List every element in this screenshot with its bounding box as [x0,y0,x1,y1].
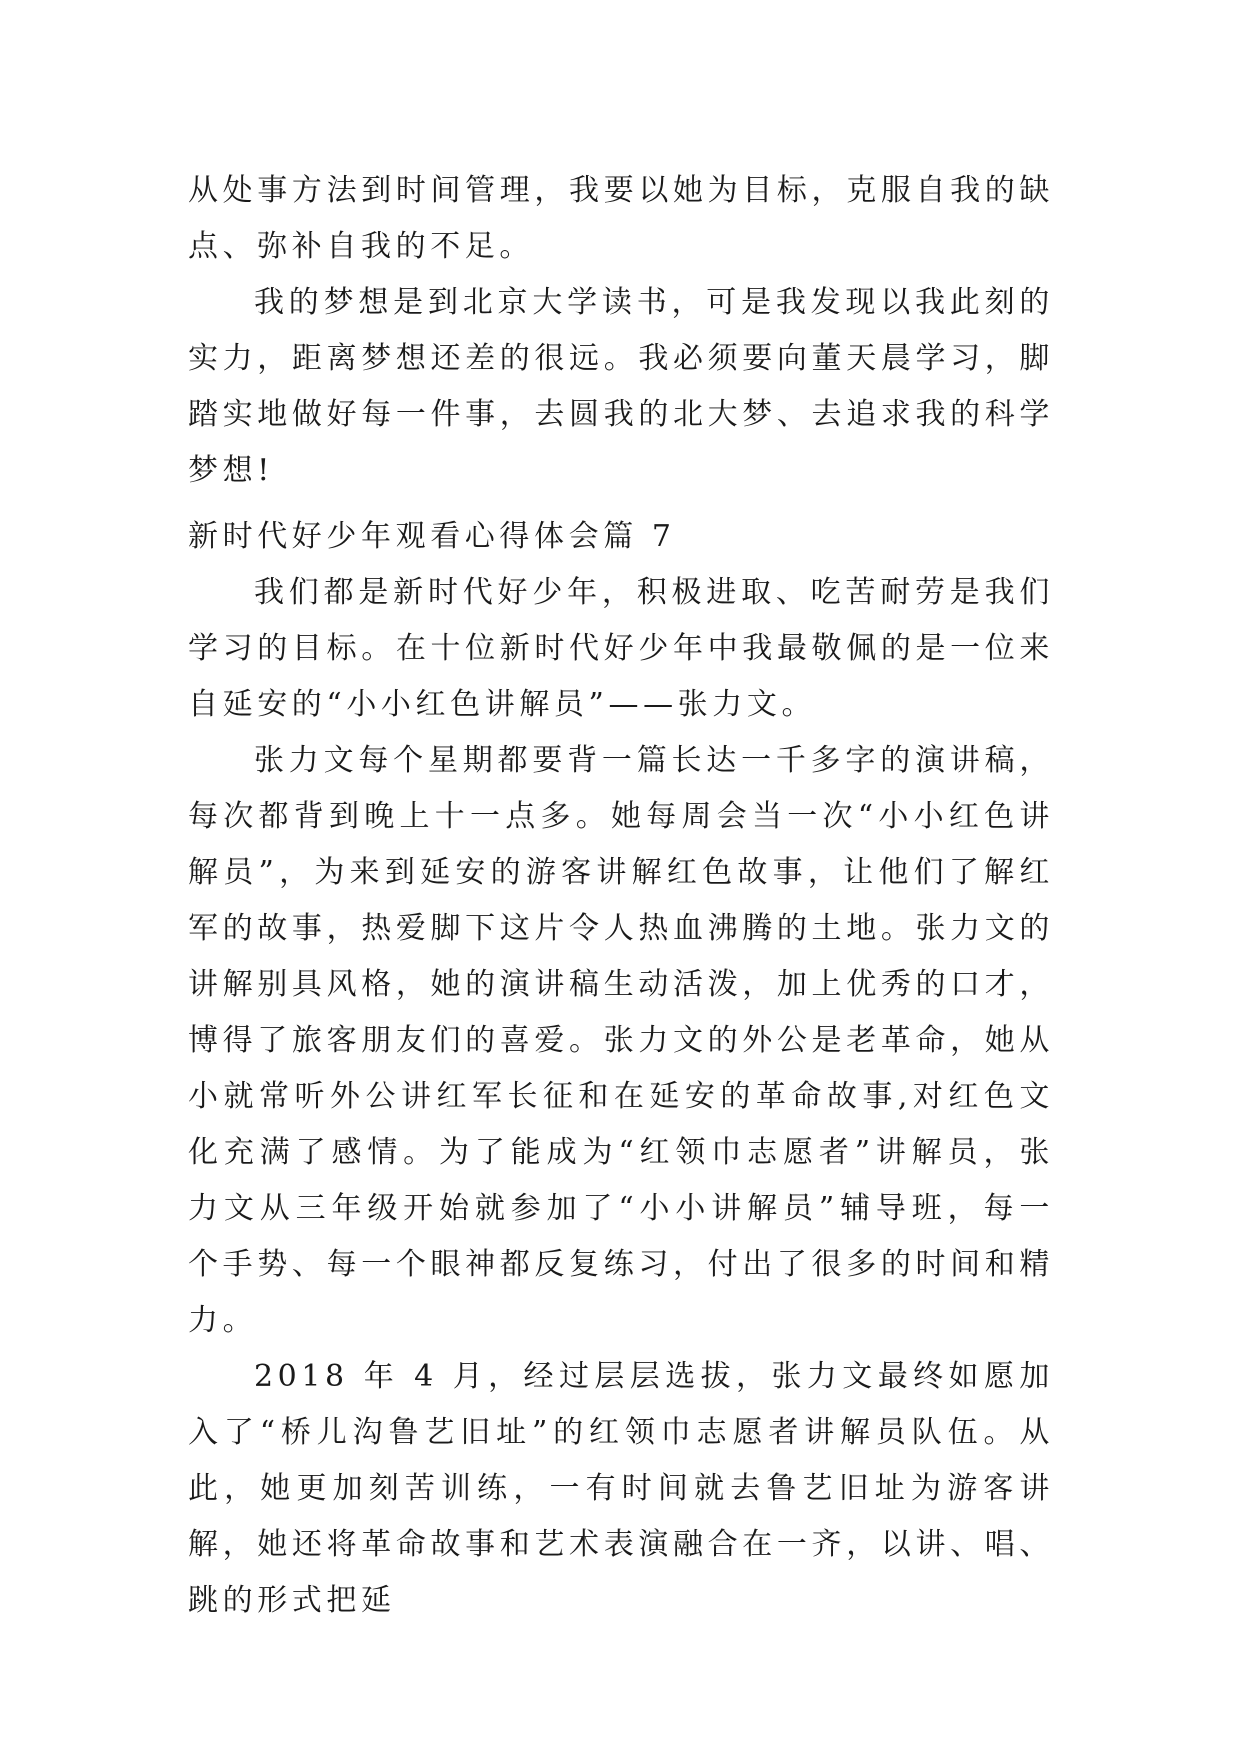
body-paragraph: 2018 年 4 月，经过层层选拔，张力文最终如愿加入了“桥儿沟鲁艺旧址”的红领巾志愿者讲解员队伍。从此，她更加刻苦训练，一有时间就去鲁艺旧址为游客讲解，她还将革命故事和艺术表演融合在一齐，以讲、唱、跳的形式把延 [188,1359,1054,1618]
top-text-block [188,163,1054,499]
body-paragraph: 我们都是新时代好少年，积极进取、吃苦耐劳是我们学习的目标。在十位新时代好少年中我最敬佩的是一位来自延安的“小小红色讲解员”——张力文。 [188,575,1054,722]
continuation-paragraph: 从处事方法到时间管理，我要以她为目标，克服自我的缺点、弥补自我的不足。 [188,173,1054,264]
body-paragraph: 张力文每个星期都要背一篇长达一千多字的演讲稿，每次都背到晚上十一点多。她每周会当一次“小小红色讲解员”，为来到延安的游客讲解红色故事，让他们了解红军的故事，热爱脚下这片令人热血沸腾的土地。张力文的讲解别具风格，她的演讲稿生动活泼，加上优秀的口才，博得了旅客朋友们的喜爱。张力文的外公是老革命，她从小就常听外公讲红军长征和在延安的革命故事,对红色文化充满了感情。为了能成为“红领巾志愿者”讲解员，张力文从三年级开始就参加了“小小讲解员”辅导班，每一个手势、每一个眼神都反复练习，付出了很多的时间和精力。 [188,743,1054,1338]
main-text-block [188,565,1054,1629]
section-heading: 新时代好少年观看心得体会篇 7 [188,519,676,554]
dream-paragraph: 我的梦想是到北京大学读书，可是我发现以我此刻的实力，距离梦想还差的很远。我必须要向董天晨学习，脚踏实地做好每一件事，去圆我的北大梦、去追求我的科学梦想! [188,285,1054,488]
